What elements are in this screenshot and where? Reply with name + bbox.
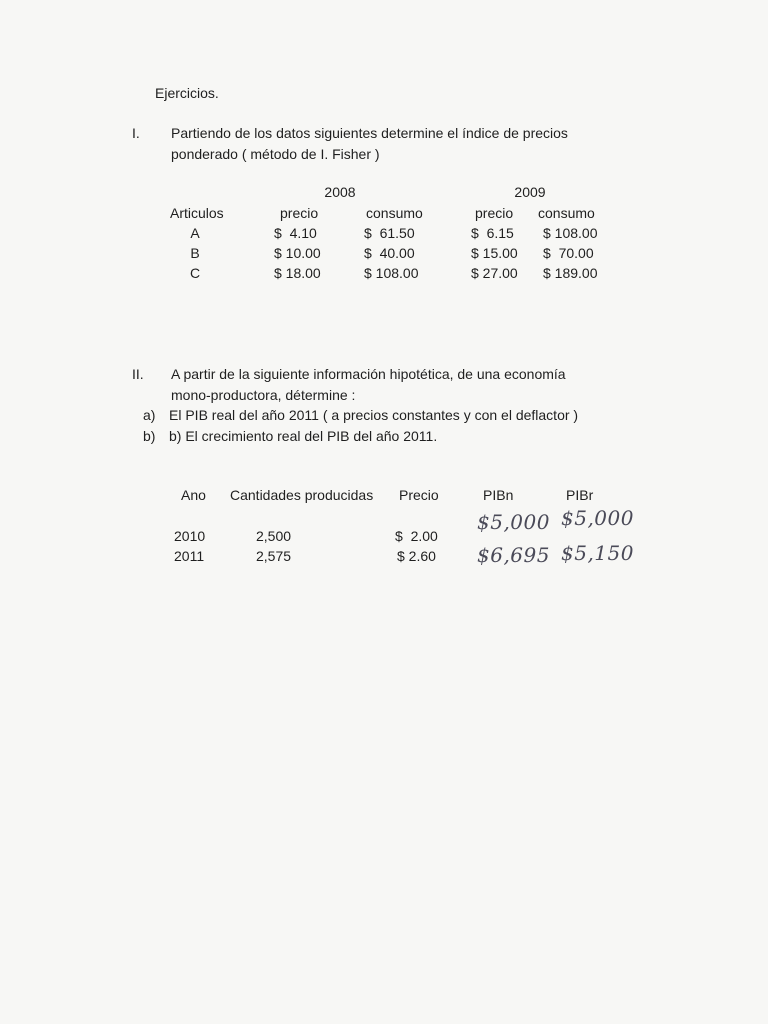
table2-row-2010-year: 2010 — [174, 528, 206, 544]
table1-row-b-precio-2009: $ 15.00 — [471, 245, 518, 261]
section1-numeral: I. — [132, 125, 140, 141]
section2-item-b-label: b) — [143, 428, 156, 444]
table1-row-c-label: C — [189, 265, 201, 281]
table1-row-b-precio-2008: $ 10.00 — [274, 245, 321, 261]
table2-row-2011-year: 2011 — [174, 548, 205, 564]
handwritten-pibr-2011: $5,150 — [561, 541, 634, 565]
table1-row-c-consumo-2008: $ 108.00 — [364, 265, 419, 281]
section1-line2: ponderado ( método de I. Fisher ) — [171, 146, 380, 162]
table1-row-b-consumo-2009: $ 70.00 — [543, 245, 594, 261]
table1-header-precio-2008: precio — [280, 205, 319, 221]
section2-line1: A partir de la siguiente información hipotética, de una economía — [171, 366, 566, 382]
table1-header-precio-2009: precio — [475, 205, 514, 221]
table2-row-2011-cantidad: 2,575 — [256, 548, 292, 564]
table2-row-2010-precio: $ 2.00 — [395, 528, 438, 544]
section2-item-b-text: b) El crecimiento real del PIB del año 2011. — [169, 428, 438, 444]
table1-row-a-label: A — [190, 225, 200, 241]
table2-header-cantidades: Cantidades producidas — [230, 487, 374, 503]
section2-numeral: II. — [132, 366, 144, 382]
table2-header-ano: Ano — [181, 487, 206, 503]
handwritten-pibr-2010: $5,000 — [561, 506, 634, 530]
handwritten-pibn-2010: $5,000 — [477, 510, 550, 534]
section1-line1: Partiendo de los datos siguientes determine el índice de precios — [171, 125, 568, 141]
table1-header-articulos: Articulos — [170, 205, 224, 221]
table2-row-2010-cantidad: 2,500 — [256, 528, 292, 544]
section2-item-a-text: El PIB real del año 2011 ( a precios constantes y con el deflactor ) — [169, 407, 579, 423]
heading: Ejercicios. — [155, 85, 219, 101]
table1-row-c-precio-2008: $ 18.00 — [274, 265, 321, 281]
table1-row-a-consumo-2008: $ 61.50 — [364, 225, 415, 241]
table1-row-a-precio-2009: $ 6.15 — [471, 225, 514, 241]
section2-item-a-label: a) — [143, 407, 156, 423]
table1-year-2009: 2009 — [514, 184, 546, 200]
table1-year-2008: 2008 — [324, 184, 356, 200]
table1-row-b-label: B — [190, 245, 200, 261]
table1-row-c-precio-2009: $ 27.00 — [471, 265, 518, 281]
section2-line2: mono-productora, détermine : — [171, 387, 356, 403]
table2-header-pibr: PIBr — [566, 487, 594, 503]
table1-header-consumo-2009: consumo — [538, 205, 595, 221]
table2-header-pibn: PIBn — [483, 487, 514, 503]
handwritten-pibn-2011: $6,695 — [477, 543, 550, 567]
table1-row-a-precio-2008: $ 4.10 — [274, 225, 317, 241]
table1-row-a-consumo-2009: $ 108.00 — [543, 225, 598, 241]
table1-header-consumo-2008: consumo — [366, 205, 423, 221]
table1-row-c-consumo-2009: $ 189.00 — [543, 265, 598, 281]
table2-row-2011-precio: $ 2.60 — [397, 548, 436, 564]
table2-header-precio: Precio — [399, 487, 439, 503]
table1-row-b-consumo-2008: $ 40.00 — [364, 245, 415, 261]
